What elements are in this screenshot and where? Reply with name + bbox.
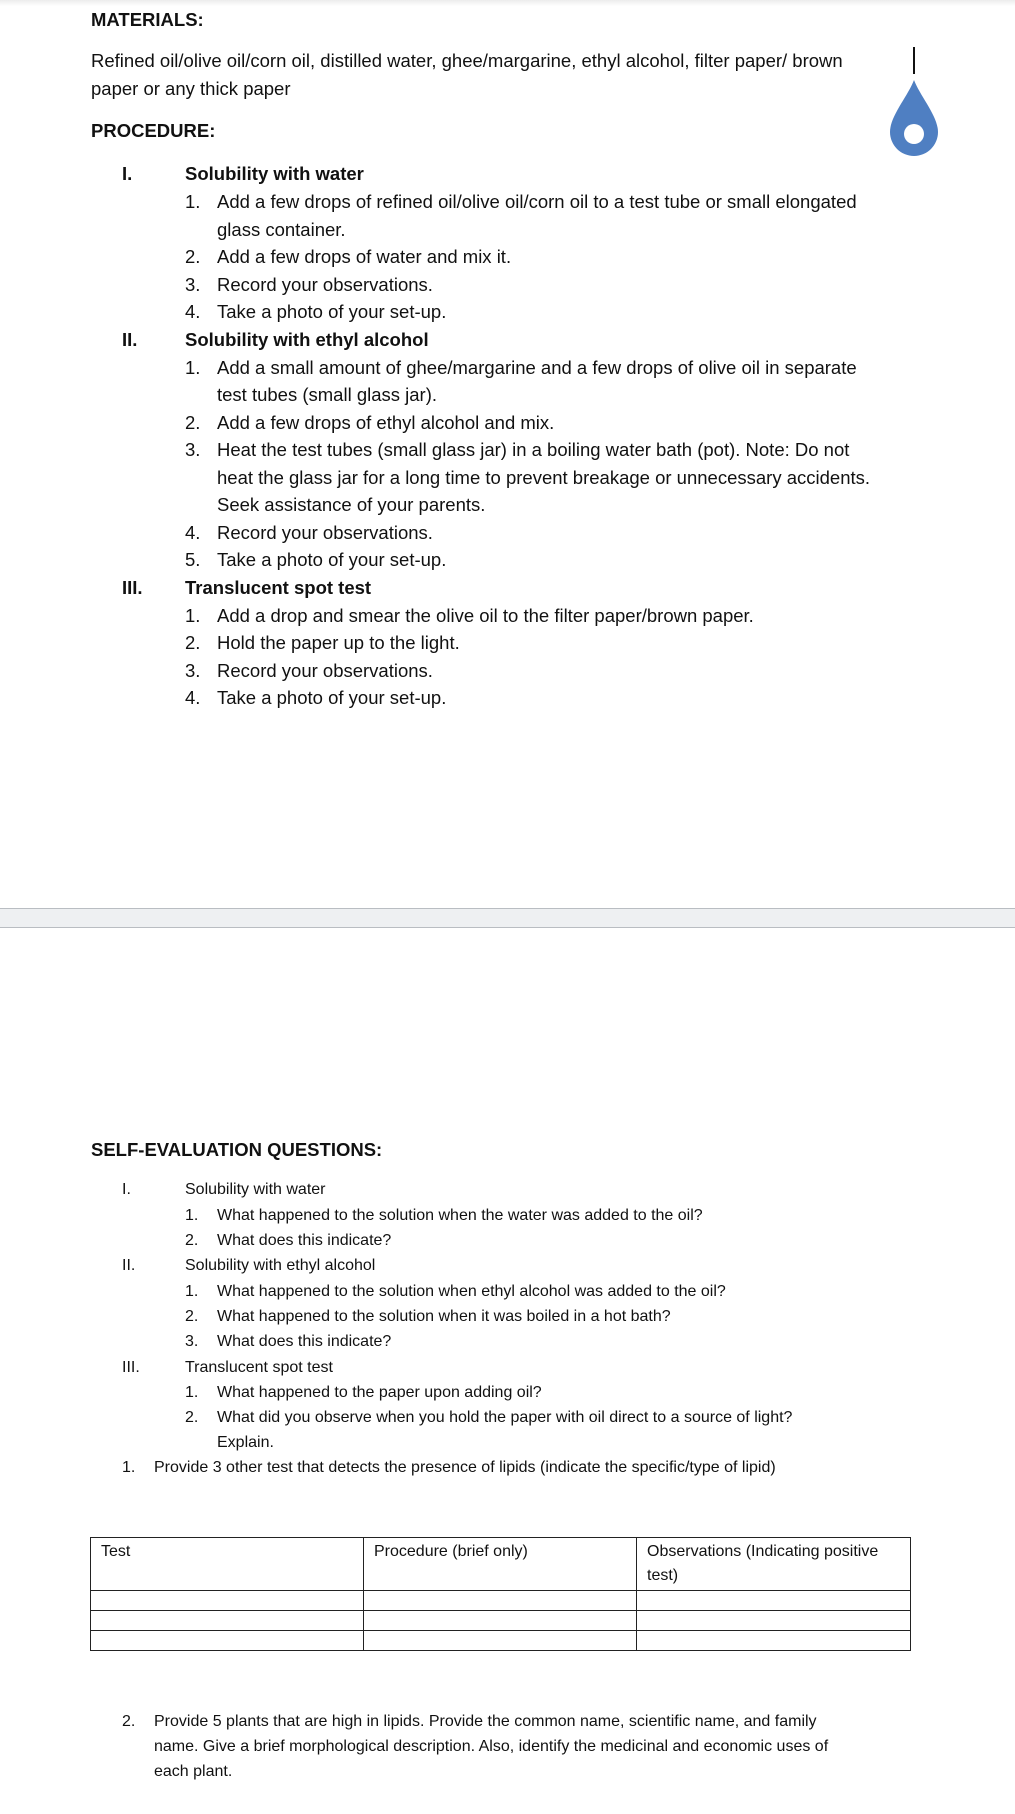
step-number: 4. [185, 687, 201, 708]
paint-bucket-drop-icon[interactable] [888, 78, 940, 158]
procedure-section-title: Translucent spot test [185, 577, 372, 598]
table-cell[interactable] [637, 1591, 911, 1611]
task-number: 2. [122, 1713, 136, 1730]
self-evaluation-heading: SELF-EVALUATION QUESTIONS: [91, 1139, 383, 1160]
question-number: 2. [185, 1409, 199, 1426]
step-number: 3. [185, 274, 201, 295]
materials-heading: MATERIALS: [91, 9, 204, 30]
document-page-2 [0, 928, 1015, 1814]
step-number: 5. [185, 549, 201, 570]
question-section-title: Solubility with ethyl alcohol [185, 1257, 376, 1274]
step-number: 2. [185, 632, 201, 653]
table-cell[interactable] [364, 1611, 637, 1631]
step-number: 2. [185, 246, 201, 267]
step-number: 4. [185, 522, 201, 543]
step-text: Add a few drops of ethyl alcohol and mix. [217, 412, 555, 433]
step-text: Add a drop and smear the olive oil to the filter paper/brown paper. [217, 605, 754, 626]
table-cell[interactable] [637, 1611, 911, 1631]
table-cell[interactable] [364, 1591, 637, 1611]
question-number: 2. [185, 1232, 199, 1249]
step-number: 1. [185, 605, 201, 626]
question-section-numeral: II. [122, 1257, 136, 1274]
table-cell[interactable] [364, 1631, 637, 1651]
task-text: Provide 3 other test that detects the presence of lipids (indicate the specific/type of lipid) [154, 1459, 776, 1476]
step-number: 3. [185, 439, 201, 460]
procedure-heading: PROCEDURE: [91, 120, 216, 141]
question-number: 2. [185, 1308, 199, 1325]
question-section-title: Translucent spot test [185, 1359, 333, 1376]
question-text: What does this indicate? [217, 1232, 392, 1249]
task-number: 1. [122, 1459, 136, 1476]
question-section-title: Solubility with water [185, 1181, 326, 1198]
step-number: 1. [185, 191, 201, 212]
step-number: 1. [185, 357, 201, 378]
step-text: Seek assistance of your parents. [217, 494, 486, 515]
question-text: What happened to the solution when the water was added to the oil? [217, 1207, 703, 1224]
question-number: 1. [185, 1384, 199, 1401]
step-number: 2. [185, 412, 201, 433]
task-text: Provide 5 plants that are high in lipids. Provide the common name, scientific name, and family [154, 1713, 817, 1730]
step-text: Take a photo of your set-up. [217, 549, 447, 570]
procedure-section-title: Solubility with water [185, 163, 364, 184]
question-text: What happened to the solution when it was boiled in a hot bath? [217, 1308, 671, 1325]
step-text: Record your observations. [217, 522, 433, 543]
step-text: heat the glass jar for a long time to prevent breakage or unnecessary accidents. [217, 467, 871, 488]
question-section-numeral: III. [122, 1359, 140, 1376]
question-number: 1. [185, 1207, 199, 1224]
step-text: Heat the test tubes (small glass jar) in a boiling water bath (pot). Note: Do not [217, 439, 850, 460]
materials-text-line-2: paper or any thick paper [91, 78, 291, 99]
task-text: each plant. [154, 1763, 233, 1780]
step-text: Take a photo of your set-up. [217, 301, 447, 322]
step-text: test tubes (small glass jar). [217, 384, 438, 405]
step-text: Add a small amount of ghee/margarine and a few drops of olive oil in separate [217, 357, 857, 378]
question-section-numeral: I. [122, 1181, 131, 1198]
question-text: What happened to the paper upon adding oil? [217, 1384, 542, 1401]
materials-text-line-1: Refined oil/olive oil/corn oil, distilled water, ghee/margarine, ethyl alcohol, filter paper/ brown [91, 50, 843, 71]
step-text: glass container. [217, 219, 346, 240]
step-text: Record your observations. [217, 660, 433, 681]
table-row [91, 1591, 911, 1611]
step-text: Hold the paper up to the light. [217, 632, 460, 653]
table-row [91, 1611, 911, 1631]
table-row [91, 1631, 911, 1651]
table-header-row [91, 1538, 911, 1591]
question-text: What happened to the solution when ethyl alcohol was added to the oil? [217, 1283, 726, 1300]
table-cell[interactable] [91, 1591, 364, 1611]
procedure-section-numeral: III. [122, 577, 143, 598]
question-text: Explain. [217, 1434, 274, 1451]
table-header-cell[interactable]: Observations (Indicating positive test) [637, 1538, 911, 1591]
question-number: 1. [185, 1283, 199, 1300]
text-cursor [913, 47, 915, 74]
task-text: name. Give a brief morphological description. Also, identify the medicinal and economic uses of [154, 1738, 829, 1755]
step-number: 4. [185, 301, 201, 322]
procedure-section-numeral: I. [122, 163, 133, 184]
step-text: Add a few drops of refined oil/olive oil/corn oil to a test tube or small elongated [217, 191, 857, 212]
step-number: 3. [185, 660, 201, 681]
step-text: Add a few drops of water and mix it. [217, 246, 512, 267]
question-text: What did you observe when you hold the paper with oil direct to a source of light? [217, 1409, 793, 1426]
table-cell[interactable] [91, 1611, 364, 1631]
table-header-cell[interactable]: Procedure (brief only) [364, 1538, 637, 1591]
step-text: Take a photo of your set-up. [217, 687, 447, 708]
procedure-section-title: Solubility with ethyl alcohol [185, 329, 429, 350]
table-header-cell[interactable]: Test [91, 1538, 364, 1591]
question-number: 3. [185, 1333, 199, 1350]
page-break [0, 908, 1015, 928]
step-text: Record your observations. [217, 274, 433, 295]
table-cell[interactable] [91, 1631, 364, 1651]
table-cell[interactable] [637, 1631, 911, 1651]
question-text: What does this indicate? [217, 1333, 392, 1350]
lipid-tests-table [90, 1537, 911, 1651]
procedure-section-numeral: II. [122, 329, 138, 350]
